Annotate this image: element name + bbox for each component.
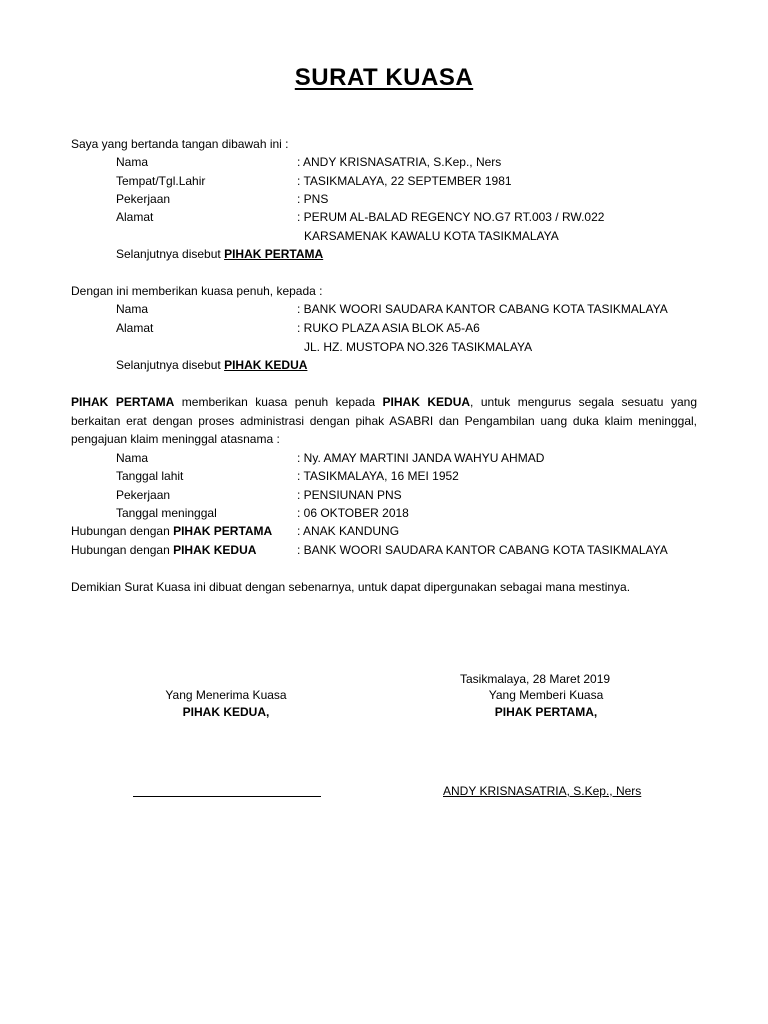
designation-first-party: PIHAK PERTAMA bbox=[224, 247, 324, 261]
first-party-birth-label: Tempat/Tgl.Lahir bbox=[116, 174, 206, 188]
designation-prefix: Selanjutnya disebut bbox=[116, 358, 225, 372]
first-party-job-label: Pekerjaan bbox=[116, 192, 171, 206]
first-party-job-value: : PNS bbox=[297, 192, 329, 206]
second-party-address-cont: JL. HZ. MUSTOPA NO.326 TASIKMALAYA bbox=[304, 340, 533, 354]
second-party-name-value: : BANK WOORI SAUDARA KANTOR CABANG KOTA TASIKMALAYA bbox=[297, 302, 668, 316]
relation-second-label bbox=[71, 542, 256, 558]
closing-paragraph: Demikian Surat Kuasa ini dibuat dengan sebenarnya, untuk dapat dipergunakan sebagai mana mestinya. bbox=[71, 580, 631, 594]
deceased-death-value: : 06 OKTOBER 2018 bbox=[297, 506, 409, 520]
first-party-address-cont: KARSAMENAK KAWALU KOTA TASIKMALAYA bbox=[304, 229, 559, 243]
right-signer-party: PIHAK PERTAMA, bbox=[494, 705, 598, 719]
purpose-party-first: PIHAK PERTAMA bbox=[71, 395, 175, 409]
deceased-job-label: Pekerjaan bbox=[116, 488, 171, 502]
grant-intro-text: Dengan ini memberikan kuasa penuh, kepada : bbox=[71, 284, 323, 298]
first-party-designation bbox=[116, 246, 323, 262]
deceased-birth-value: : TASIKMALAYA, 16 MEI 1952 bbox=[297, 469, 459, 483]
left-signer-party: PIHAK KEDUA, bbox=[182, 705, 270, 719]
right-signer-role: Yang Memberi Kuasa bbox=[488, 688, 604, 702]
intro-text: Saya yang bertanda tangan dibawah ini : bbox=[71, 137, 289, 151]
purpose-paragraph bbox=[71, 393, 697, 449]
second-party-name-label: Nama bbox=[116, 302, 149, 316]
deceased-birth-label: Tanggal lahit bbox=[116, 469, 184, 483]
relation-first-label bbox=[71, 523, 272, 539]
relation-first-value: : ANAK KANDUNG bbox=[297, 524, 400, 538]
first-party-birth-value: : TASIKMALAYA, 22 SEPTEMBER 1981 bbox=[297, 174, 512, 188]
deceased-name-label: Nama bbox=[116, 451, 149, 465]
purpose-text-1: memberikan kuasa penuh kepada bbox=[174, 395, 383, 409]
first-party-address-value: : PERUM AL-BALAD REGENCY NO.G7 RT.003 / RW.022 bbox=[297, 210, 605, 224]
deceased-name-value: : Ny. AMAY MARTINI JANDA WAHYU AHMAD bbox=[297, 451, 545, 465]
first-party-address-label: Alamat bbox=[116, 210, 154, 224]
first-party-name-value: : ANDY KRISNASATRIA, S.Kep., Ners bbox=[297, 155, 502, 169]
relation-second-value: : BANK WOORI SAUDARA KANTOR CABANG KOTA TASIKMALAYA bbox=[297, 543, 668, 557]
relation-prefix: Hubungan dengan bbox=[71, 543, 174, 557]
purpose-text-2: , untuk mengurus segala sesuatu yang berkaitan erat dengan proses administrasi dengan pihak ASABRI dan Pengambilan uang duka klaim meninggal, pengajuan klaim meninggal atasnama : bbox=[71, 395, 697, 446]
left-signature-line bbox=[133, 796, 321, 797]
right-signer-name: ANDY KRISNASATRIA, S.Kep., Ners bbox=[443, 784, 642, 798]
relation-party-first: PIHAK PERTAMA bbox=[173, 524, 273, 538]
designation-prefix: Selanjutnya disebut bbox=[116, 247, 225, 261]
left-signer-role: Yang Menerima Kuasa bbox=[165, 688, 287, 702]
second-party-address-label: Alamat bbox=[116, 321, 154, 335]
deceased-job-value: : PENSIUNAN PNS bbox=[297, 488, 402, 502]
place-date: Tasikmalaya, 28 Maret 2019 bbox=[460, 672, 611, 686]
second-party-designation bbox=[116, 357, 307, 373]
purpose-party-second: PIHAK KEDUA bbox=[382, 395, 471, 409]
second-party-address-value: : RUKO PLAZA ASIA BLOK A5-A6 bbox=[297, 321, 480, 335]
designation-second-party: PIHAK KEDUA bbox=[224, 358, 308, 372]
document-title: SURAT KUASA bbox=[294, 64, 474, 91]
deceased-death-label: Tanggal meninggal bbox=[116, 506, 217, 520]
relation-prefix: Hubungan dengan bbox=[71, 524, 174, 538]
first-party-name-label: Nama bbox=[116, 155, 149, 169]
relation-party-second: PIHAK KEDUA bbox=[173, 543, 257, 557]
